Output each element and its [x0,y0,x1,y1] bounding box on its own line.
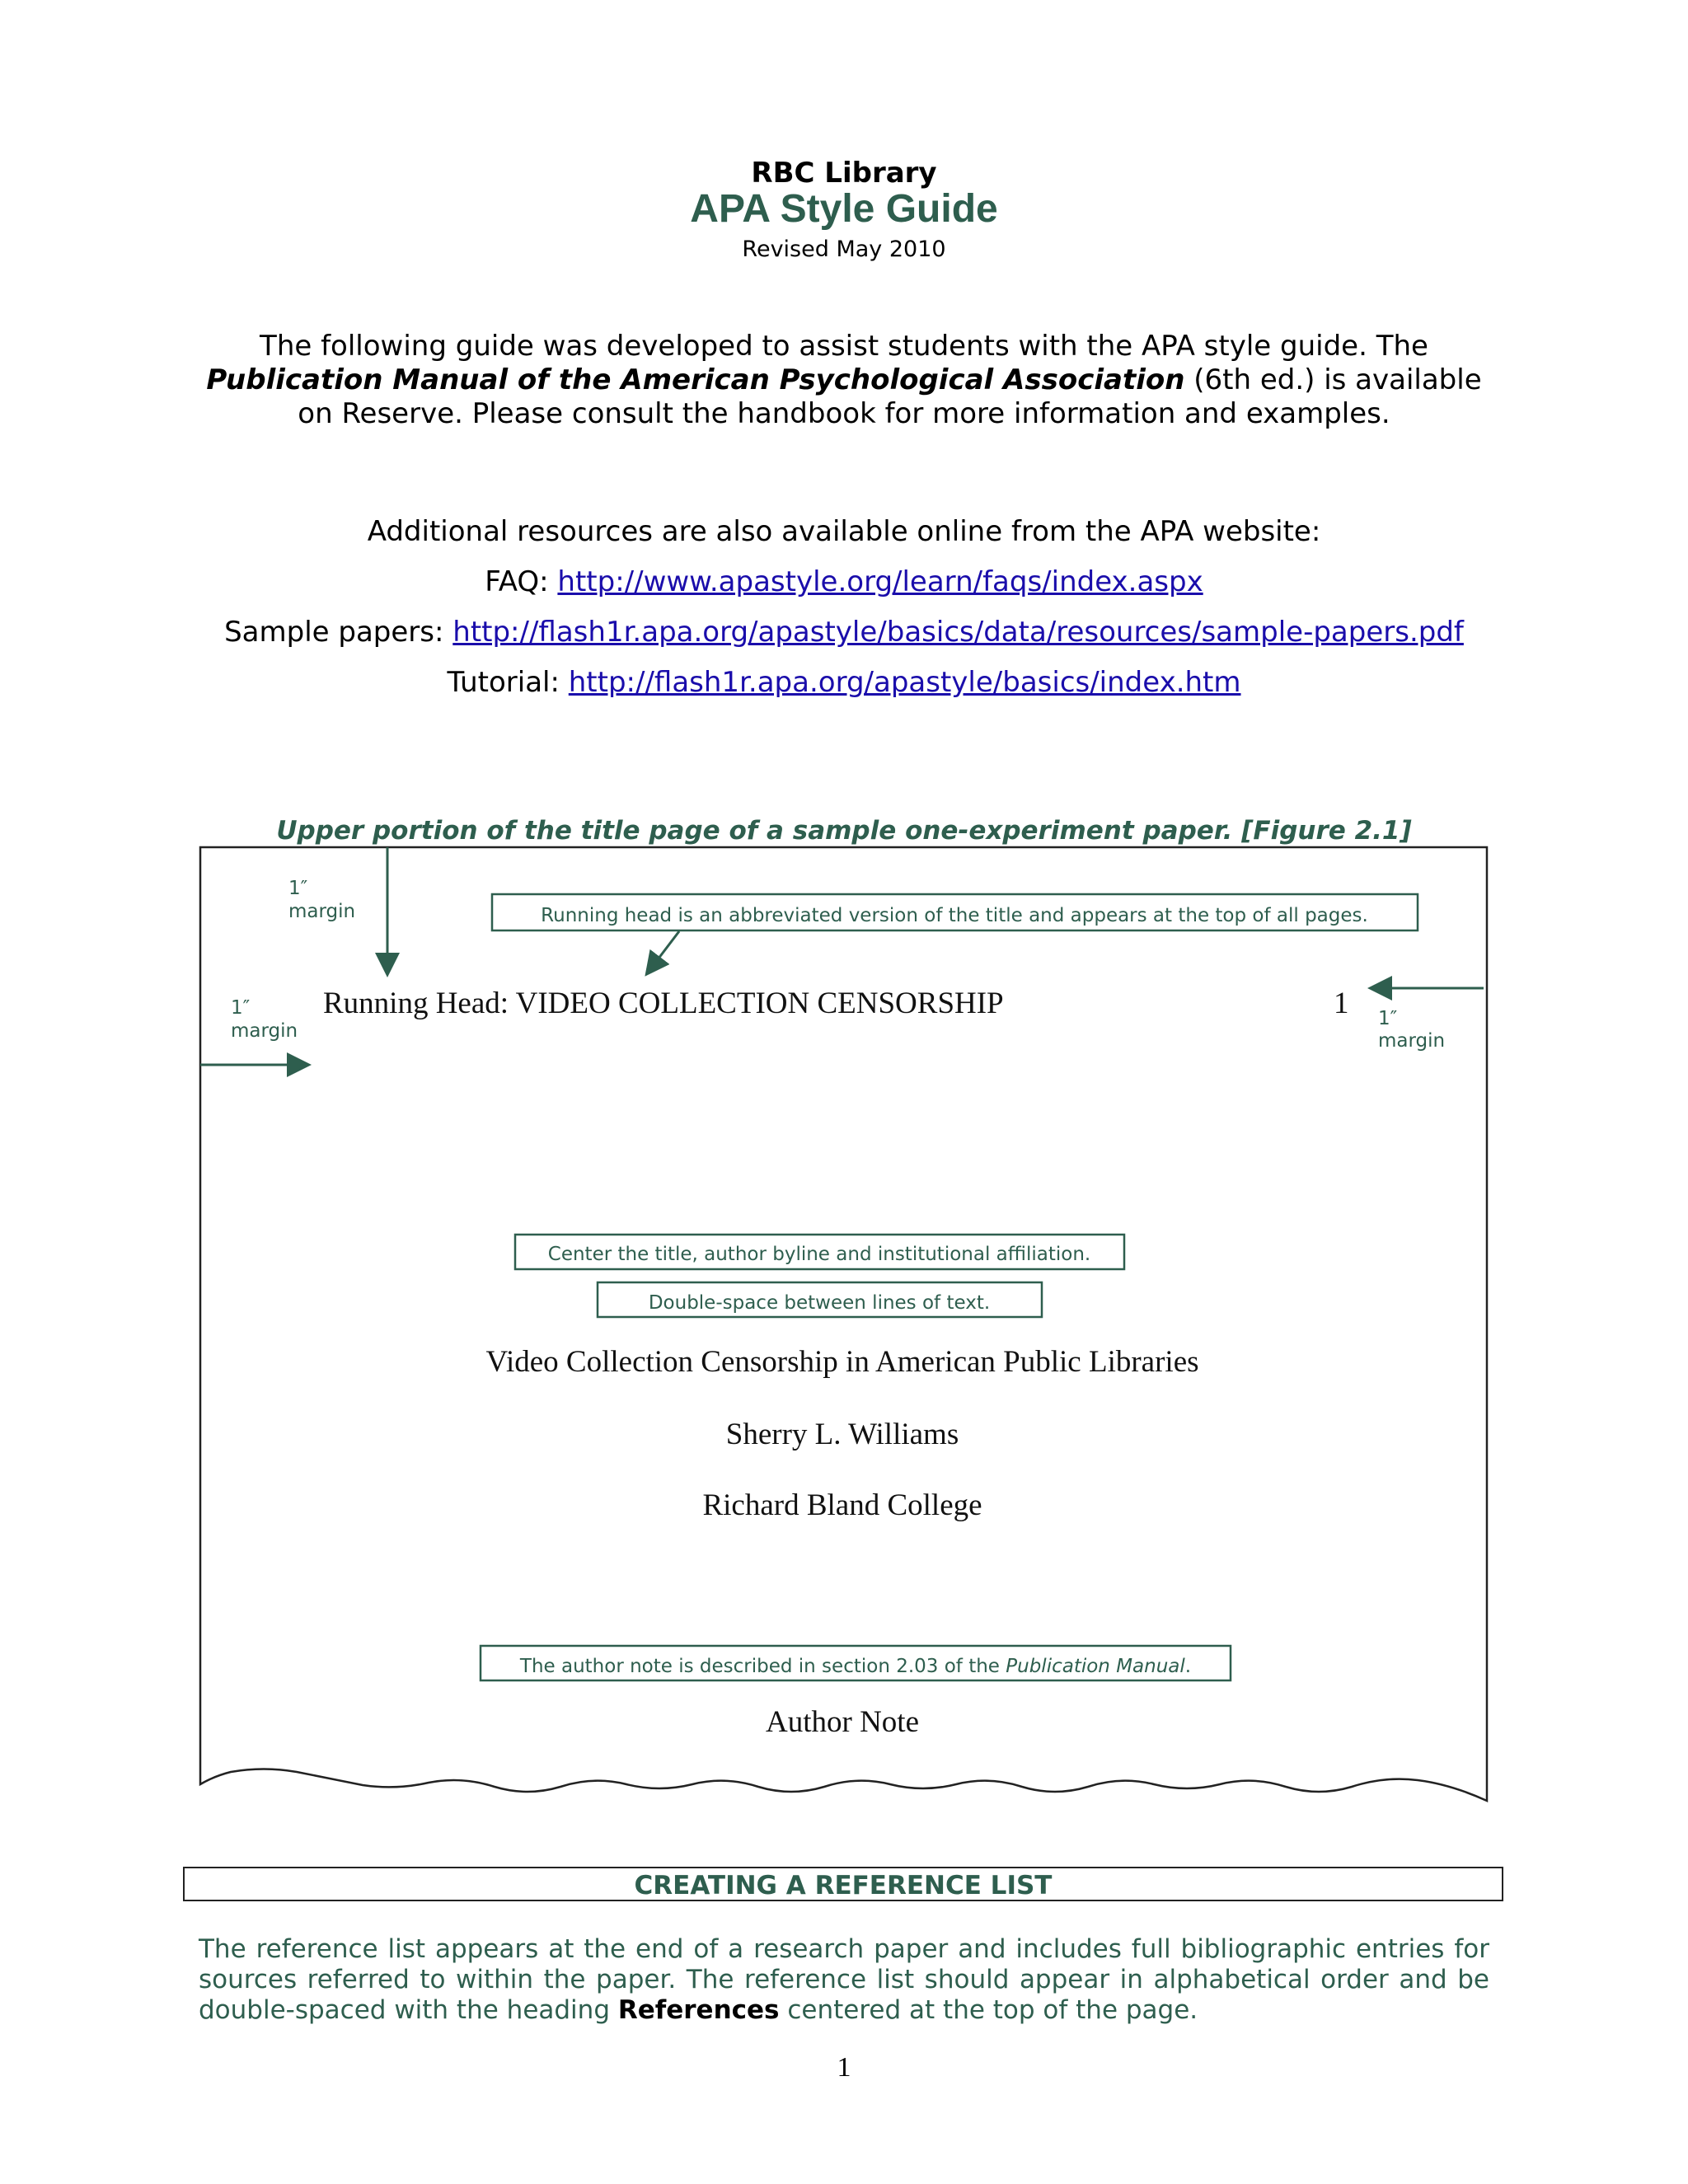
left-margin-label: 1″ [231,997,251,1019]
running-head-callout: Running head is an abbreviated version of the title and appears at the top of all pages. [541,905,1368,926]
center-callout: Center the title, author byline and institutional affiliation. [547,1244,1091,1265]
tutorial-link[interactable]: http://flash1r.apa.org/apastyle/basics/index.htm [568,666,1241,699]
tutorial-label: Tutorial: [447,666,569,699]
sample-page-number: 1 [1334,987,1349,1020]
paper-institution: Richard Bland College [702,1488,982,1522]
paper-author: Sherry L. Williams [725,1418,959,1451]
running-head: Running Head: VIDEO COLLECTION CENSORSHIP [323,987,1004,1020]
samples-label: Sample papers: [224,616,453,649]
paper-title: Video Collection Censorship in American Public Libraries [485,1345,1199,1379]
author-note-callout-suffix: . [1184,1656,1192,1677]
faq-label: FAQ: [485,565,558,598]
reference-text-2: centered at the top of the page. [779,1995,1198,2025]
resources-lead: Additional resources are also available online from the APA website: [367,515,1321,548]
faq-link[interactable]: http://www.apastyle.org/learn/faqs/index.aspx [557,565,1203,598]
reference-text-1: The reference list appears at the end of a research paper and includes full bibliographic entries for sources referred to within the paper. The reference list should appear in alphabetical order and be double-spaced with the heading [199,1934,1489,2025]
author-note-callout-prefix: The author note is described in section 2.03 of the [519,1656,1006,1677]
right-margin-label: 1″ [1378,1008,1398,1029]
references-keyword: References [617,1995,780,2025]
left-margin-label-2: margin [231,1020,298,1042]
double-space-callout: Double-space between lines of text. [648,1292,991,1314]
manual-title: Publication Manual of the American Psychological Association [206,363,1185,396]
reference-paragraph [199,1934,1489,2026]
top-margin-label: 1″ [288,878,308,899]
top-margin-label-2: margin [288,901,356,922]
library-name: RBC Library [751,157,937,190]
right-margin-label-2: margin [1378,1030,1446,1052]
author-note-callout-italic: Publication Manual [1006,1656,1185,1677]
intro-text-2: (6th ed.) is available on Reserve. Please consult the handbook for more information and examples. [298,363,1482,430]
author-note-callout [519,1656,1191,1677]
sample-papers-link[interactable]: http://flash1r.apa.org/apastyle/basics/data/resources/sample-papers.pdf [452,616,1464,649]
author-note-heading: Author Note [766,1705,919,1739]
revised-date: Revised May 2010 [742,237,946,262]
figure-caption: Upper portion of the title page of a sample one-experiment paper. [Figure 2.1] [276,816,1412,846]
guide-title: APA Style Guide [690,187,998,231]
intro-text-1: The following guide was developed to assist students with the APA style guide. The [260,330,1428,363]
reference-list-heading: CREATING A REFERENCE LIST [634,1871,1053,1900]
page-number: 1 [837,2052,851,2083]
